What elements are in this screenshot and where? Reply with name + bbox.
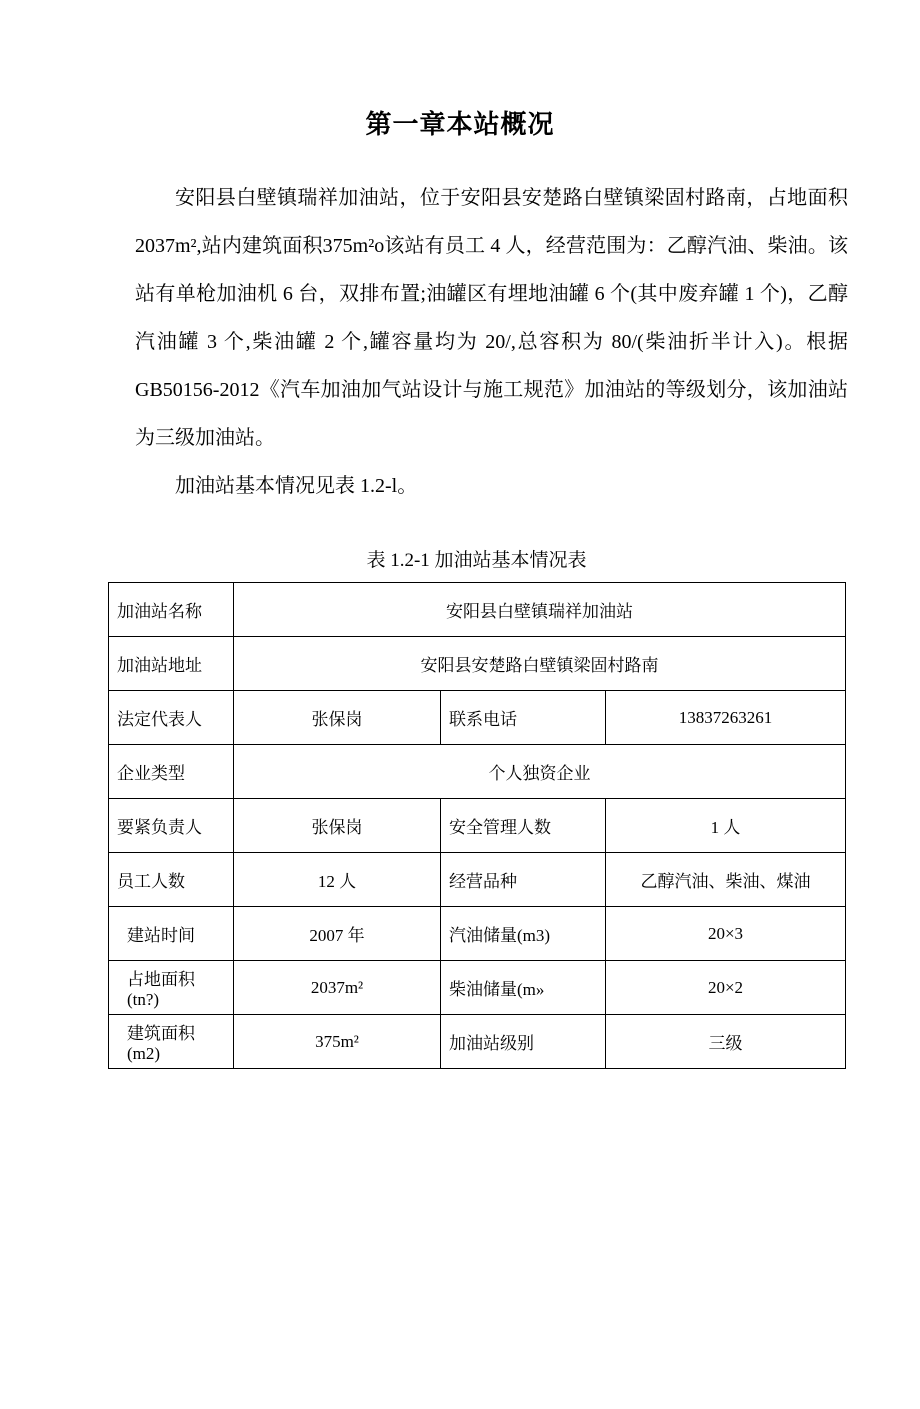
enterprise-type-value: 个人独资企业: [234, 745, 846, 799]
employees-label: 员工人数: [109, 853, 234, 907]
table-row-legal-rep: [109, 691, 846, 745]
build-year-value: 2007 年: [234, 907, 441, 961]
building-area-label: 建筑面积(m2): [109, 1015, 234, 1069]
gasoline-storage-value: 20×3: [606, 907, 846, 961]
phone-label: 联系电话: [441, 691, 606, 745]
table-row-station-name: [109, 583, 846, 637]
table-row-address: [109, 637, 846, 691]
products-value: 乙醇汽油、柴油、煤油: [606, 853, 846, 907]
station-level-label: 加油站级别: [441, 1015, 606, 1069]
station-name-value: 安阳县白壁镇瑞祥加油站: [234, 583, 846, 637]
land-area-label: 占地面积(tn?): [109, 961, 234, 1015]
address-value: 安阳县安楚路白壁镇梁固村路南: [234, 637, 846, 691]
table-row-building-area: [109, 1015, 846, 1069]
main-manager-label: 要紧负责人: [109, 799, 234, 853]
table-row-land-area: [109, 961, 846, 1015]
products-label: 经营品种: [441, 853, 606, 907]
main-manager-value: 张保岗: [234, 799, 441, 853]
table-reference-paragraph: 加油站基本情况见表 1.2-l。: [175, 474, 418, 497]
enterprise-type-label: 企业类型: [109, 745, 234, 799]
chapter-title: 第一章本站概况: [365, 109, 555, 139]
document-page: [0, 108, 920, 1409]
station-info-table: [108, 582, 846, 1069]
address-label: 加油站地址: [109, 637, 234, 691]
phone-value: 13837263261: [606, 691, 846, 745]
diesel-storage-value: 20×2: [606, 961, 846, 1015]
intro-paragraph: 安阳县白壁镇瑞祥加油站，位于安阳县安楚路白壁镇梁固村路南，占地面积2037m²,站内建筑面积375m²o该站有员工 4 人，经营范围为：乙醇汽油、柴油。该站有单枪加油机 6 台，双排布置;油罐区有埋地油罐 6 个(其中废弃罐 1 个)，乙醇汽油罐 3 个,柴油罐 2 个,罐容量均为 20/,总容积为 80/(柴油折半计入)。根据 GB50156-2012《汽车加油加气站设计与施工规范》加油站的等级划分，该加油站为三级加油站。: [135, 186, 848, 449]
gasoline-storage-label: 汽油储量(m3): [441, 907, 606, 961]
table-row-main-manager: [109, 799, 846, 853]
table-caption: 表 1.2-1 加油站基本情况表: [366, 549, 587, 571]
station-level-value: 三级: [606, 1015, 846, 1069]
diesel-storage-label: 柴油储量(m»: [441, 961, 606, 1015]
building-area-value: 375m²: [234, 1015, 441, 1069]
safety-staff-label: 安全管理人数: [441, 799, 606, 853]
build-year-label: 建站时间: [109, 907, 234, 961]
legal-rep-value: 张保岗: [234, 691, 441, 745]
employees-value: 12 人: [234, 853, 441, 907]
station-name-label: 加油站名称: [109, 583, 234, 637]
table-row-build-year: [109, 907, 846, 961]
land-area-value: 2037m²: [234, 961, 441, 1015]
legal-rep-label: 法定代表人: [109, 691, 234, 745]
safety-staff-value: 1 人: [606, 799, 846, 853]
table-row-enterprise-type: [109, 745, 846, 799]
table-row-employees: [109, 853, 846, 907]
